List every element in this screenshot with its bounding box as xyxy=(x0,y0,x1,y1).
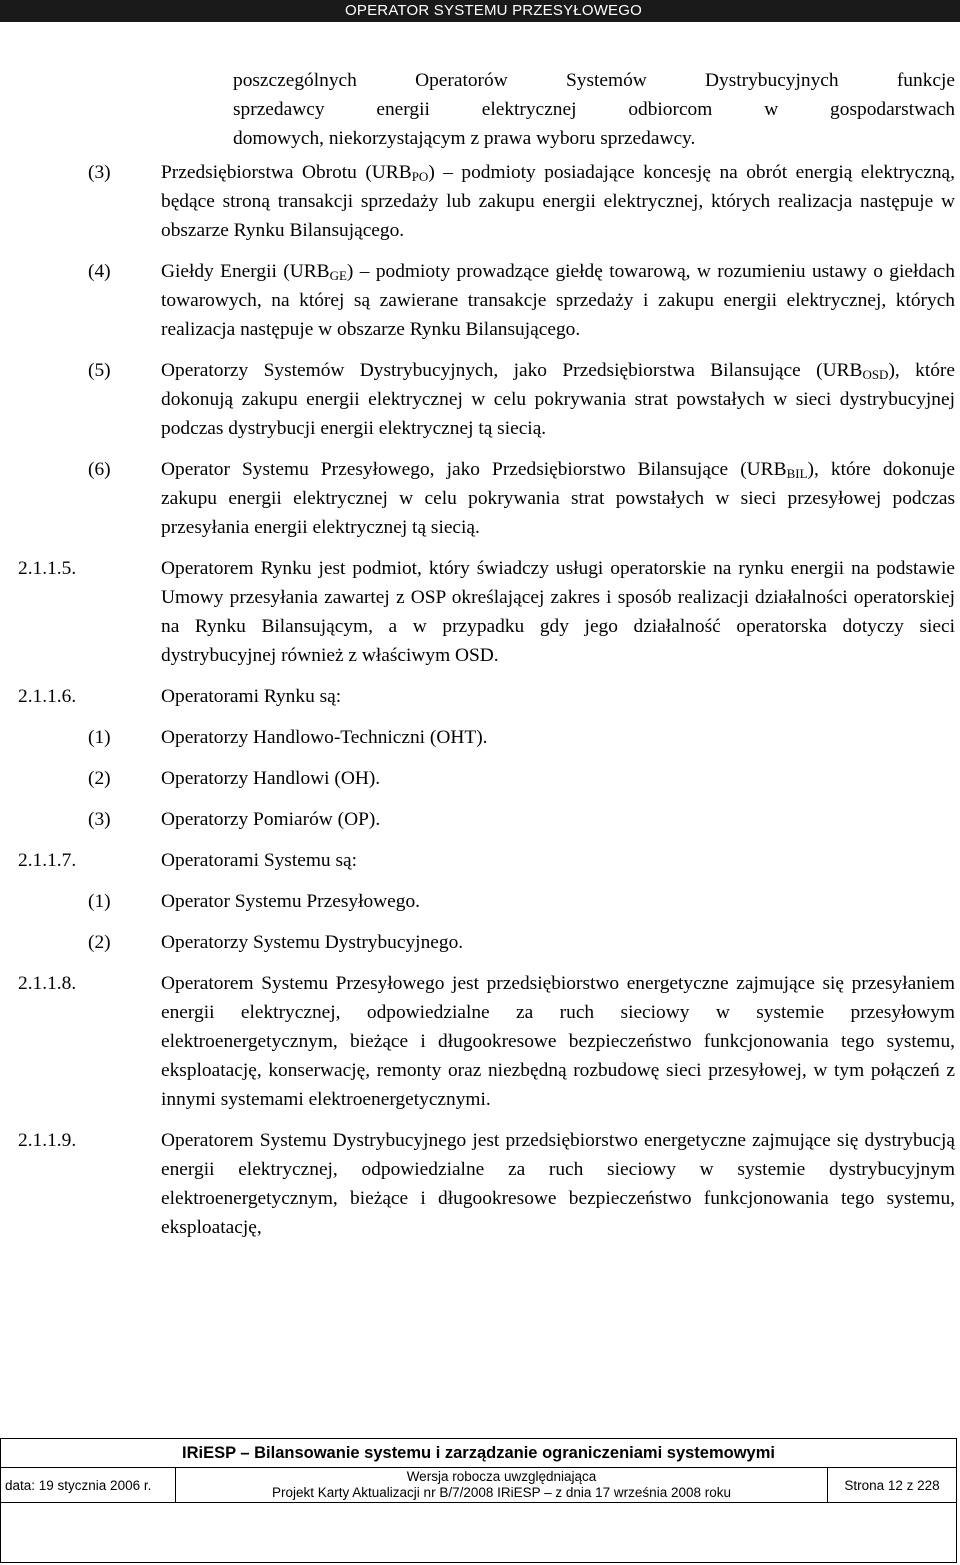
section-number: 2.1.1.7. xyxy=(18,850,77,871)
footer-title: IRiESP – Bilansowanie systemu i zarządzanie ograniczeniami systemowymi xyxy=(1,1439,956,1468)
item-text: Operatorzy Handlowi (OH). xyxy=(161,768,381,789)
list-item xyxy=(18,887,955,916)
section-number: 2.1.1.8. xyxy=(18,973,77,994)
footer-version-line: Wersja robocza uwzględniająca xyxy=(406,1469,597,1484)
list-item xyxy=(18,356,955,443)
footer-project-line: Projekt Karty Aktualizacji nr B/7/2008 IRiESP – z dnia 17 września 2008 roku xyxy=(272,1485,731,1500)
list-item xyxy=(18,257,955,344)
footer-date: data: 19 stycznia 2006 r. xyxy=(1,1468,176,1502)
list-item xyxy=(18,764,955,793)
list-item xyxy=(18,805,955,834)
running-header: OPERATOR SYSTEMU PRZESYŁOWEGO xyxy=(0,0,960,22)
section-paragraph xyxy=(18,969,955,1114)
section-text: Operatorem Rynku jest podmiot, który świadczy usługi operatorskie na rynku energii na podstawie Umowy przesyłania zawartej z OSP określającej zakres i sposób realizacji działalności operatorskiej na Rynku Bilansującym, a w przypadku gdy jego działalność operatorska dotyczy sieci dystrybucyjnej również z właściwym OSD. xyxy=(161,558,955,666)
item-text: Operator Systemu Przesyłowego. xyxy=(161,891,421,912)
item-marker: (1) xyxy=(88,727,111,748)
item-marker: (4) xyxy=(88,261,111,282)
item-text: Giełdy Energii $(URB_{GE})$ – podmioty prowadzące giełdę towarową, w rozumieniu ustawy o giełdach towarowych, na której są zawierane transakcje sprzedaży i zakupu energii elektrycznej, których realizacja następuje w obszarze Rynku Bilansującego. xyxy=(161,261,955,340)
item-text: Operatorzy Pomiarów (OP). xyxy=(161,809,381,830)
continuation-line: sprzedawcy energii elektrycznej odbiorcom w gospodarstwach xyxy=(233,99,955,120)
section-paragraph xyxy=(18,682,955,711)
item-text: Operatorzy Handlowo-Techniczni (OHT). xyxy=(161,727,488,748)
continuation-line: domowych, niekorzystającym z prawa wyboru sprzedawcy. xyxy=(233,128,696,149)
section-paragraph xyxy=(18,554,955,670)
list-item xyxy=(18,928,955,957)
item-marker: (3) xyxy=(88,162,111,183)
continuation-paragraph xyxy=(18,66,955,153)
section-number: 2.1.1.5. xyxy=(18,558,77,579)
page-footer xyxy=(0,1438,957,1563)
item-marker: (5) xyxy=(88,360,111,381)
section-paragraph xyxy=(18,1126,955,1242)
section-text: Operatorami Rynku są: xyxy=(161,686,342,707)
item-text: Przedsiębiorstwa Obrotu $(URB_{PO})$ – podmioty posiadające koncesję na obrót energią elektryczną, będące stroną transakcji sprzedaży lub zakupu energii elektrycznej, których realizacja następuje w obszarze Rynku Bilansującego. xyxy=(161,162,955,241)
continuation-line: poszczególnych Operatorów Systemów Dystrybucyjnych funkcje xyxy=(233,70,955,91)
item-marker: (1) xyxy=(88,891,111,912)
item-marker: (2) xyxy=(88,932,111,953)
list-item xyxy=(18,723,955,752)
section-number: 2.1.1.6. xyxy=(18,686,77,707)
item-text: Operatorzy Systemów Dystrybucyjnych, jako Przedsiębiorstwa Bilansujące $(URB_{OSD})$, które dokonują zakupu energii elektrycznej w celu pokrywania strat powstałych w sieci dystrybucyjnej podczas dystrybucji energii elektrycznej tą siecią. xyxy=(161,360,955,439)
item-text: Operator Systemu Przesyłowego, jako Przedsiębiorstwo Bilansujące $(URB_{BIL})$, które dokonuje zakupu energii elektrycznej w celu pokrywania strat powstałych w sieci przesyłowej podczas przesyłania energii elektrycznej tą siecią. xyxy=(161,459,955,538)
section-paragraph xyxy=(18,846,955,875)
list-item xyxy=(18,158,955,245)
list-item xyxy=(18,455,955,542)
footer-version xyxy=(176,1468,828,1502)
item-marker: (2) xyxy=(88,768,111,789)
footer-info-row xyxy=(1,1468,956,1503)
section-text: Operatorami Systemu są: xyxy=(161,850,358,871)
footer-page-number: Strona 12 z 228 xyxy=(844,1477,940,1493)
item-marker: (6) xyxy=(88,459,111,480)
item-text: Operatorzy Systemu Dystrybucyjnego. xyxy=(161,932,464,953)
section-text: Operatorem Systemu Przesyłowego jest przedsiębiorstwo energetyczne zajmujące się przesyłaniem energii elektrycznej, odpowiedzialne za ruch sieciowy w systemie przesyłowym elektroenergetycznym, bieżące i długookresowe bezpieczeństwo funkcjonowania tego systemu, eksploatację, konserwację, remonty oraz niezbędną rozbudowę sieci przesyłowej, w tym połączeń z innymi systemami elektroenergetycznymi. xyxy=(161,973,955,1110)
item-marker: (3) xyxy=(88,809,111,830)
section-text: Operatorem Systemu Dystrybucyjnego jest przedsiębiorstwo energetyczne zajmujące się dystrybucją energii elektrycznej, odpowiedzialne za ruch sieciowy w systemie dystrybucyjnym elektroenergetycznym, bieżące i długookresowe bezpieczeństwo funkcjonowania tego systemu, eksploatację, xyxy=(161,1130,955,1238)
section-number: 2.1.1.9. xyxy=(18,1130,77,1151)
document-body xyxy=(18,66,955,1242)
